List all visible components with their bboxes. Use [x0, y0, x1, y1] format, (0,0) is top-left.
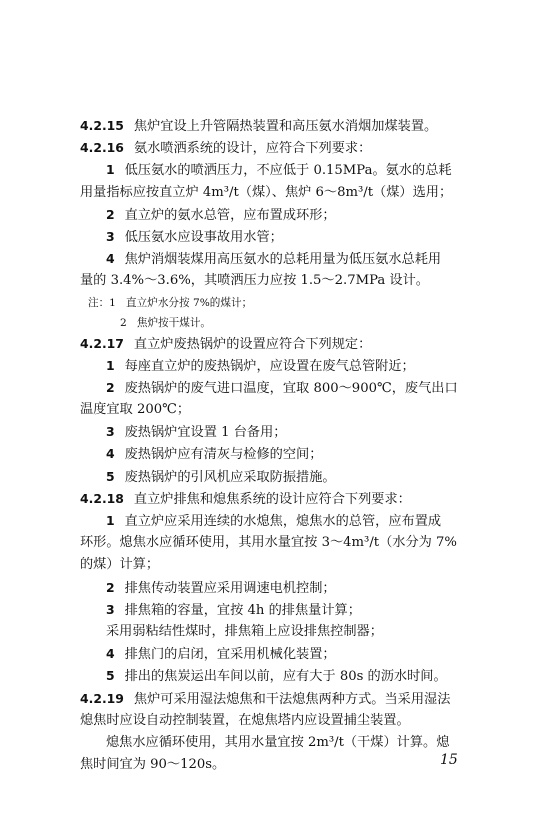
list-item	[80, 248, 482, 270]
note-text: 直立炉水分按 7%的煤计；	[126, 296, 253, 309]
clause-4-2-19	[80, 688, 482, 710]
item-text: 废热锅炉应有清灰与检修的空间；	[124, 447, 323, 463]
document-body	[80, 115, 482, 776]
item-number: 1	[106, 513, 115, 528]
item-number: 5	[106, 468, 115, 484]
paragraph-text: 焦时间宜为 90～120s。	[80, 757, 226, 773]
item-number: 2	[106, 206, 115, 222]
list-item	[80, 577, 482, 599]
item-text: 环形。熄焦水应循环使用，其用水量宜按 3～4m³/t（水分为 7%	[80, 535, 457, 551]
paragraph-continuation	[80, 710, 482, 732]
item-number: 1	[106, 162, 115, 178]
list-item	[80, 204, 482, 226]
note	[80, 293, 482, 313]
item-text: 排焦传动装置应采用调速电机控制；	[124, 580, 336, 596]
note-text: 焦炉按干煤计。	[136, 316, 212, 329]
note-number: 2	[120, 316, 127, 329]
list-item	[80, 159, 482, 181]
clause-number: 4.2.15	[80, 118, 124, 133]
page-number: 15	[440, 752, 458, 768]
list-item-continuation	[80, 532, 482, 554]
item-number: 1	[106, 357, 115, 373]
item-text: 低压氨水应设事故用水管；	[124, 229, 283, 245]
item-number: 3	[106, 228, 115, 244]
item-text: 废热锅炉的废气进口温度，宜取 800～900℃，废气出口	[124, 380, 458, 396]
item-text: 用量指标应按直立炉 4m³/t（煤）、焦炉 6～8m³/t（煤）选用；	[80, 184, 453, 200]
item-text: 采用弱粘结性煤时，排焦箱上应设排焦控制器；	[106, 623, 383, 639]
item-text: 排出的焦炭运出车间以前，应有大于 80s 的沥水时间。	[124, 669, 447, 685]
item-text: 每座直立炉的废热锅炉，应设置在废气总管附近；	[124, 358, 415, 374]
item-number: 3	[106, 424, 115, 440]
clause-number: 4.2.19	[80, 690, 124, 706]
item-text: 直立炉应采用连续的水熄焦，熄焦水的总管，应布置成	[124, 514, 442, 529]
list-item-continuation	[80, 270, 482, 292]
item-number: 4	[106, 446, 115, 462]
paragraph-text: 熄焦时应设自动控制装置，在熄焦塔内应设置捕尘装置。	[80, 712, 410, 728]
item-text: 的煤）计算；	[80, 557, 160, 573]
item-text: 直立炉的氨水总管，应布置成环形；	[124, 207, 336, 223]
list-item	[80, 643, 482, 665]
clause-number: 4.2.18	[80, 490, 124, 506]
item-text: 温度宜取 200℃；	[80, 402, 191, 418]
paragraph	[80, 732, 482, 754]
clause-text: 直立炉排焦和熄焦系统的设计应符合下列要求：	[133, 491, 411, 507]
clause-4-2-15	[80, 115, 482, 137]
list-item	[80, 443, 482, 465]
item-text: 焦炉消烟装煤用高压氨水的总耗用量为低压氨水总耗用	[124, 252, 442, 268]
item-number: 2	[106, 379, 115, 395]
item-number: 4	[106, 646, 115, 662]
list-item	[80, 510, 482, 532]
item-text: 排焦箱的容量，宜按 4h 的排焦量计算；	[124, 602, 361, 618]
item-number: 2	[106, 579, 115, 595]
clause-4-2-18	[80, 488, 482, 510]
clause-number: 4.2.16	[80, 140, 124, 156]
list-item-continuation	[80, 399, 482, 421]
item-number: 3	[106, 601, 115, 617]
item-text: 排焦门的启闭，宜采用机械化装置；	[124, 647, 336, 663]
list-item-extra	[80, 621, 482, 643]
list-item	[80, 665, 482, 687]
clause-text: 焦炉宜设上升管隔热装置和高压氨水消烟加煤装置。	[133, 119, 438, 134]
item-number: 5	[106, 668, 115, 684]
list-item	[80, 355, 482, 377]
list-item	[80, 466, 482, 488]
clause-4-2-16	[80, 137, 482, 159]
list-item	[80, 421, 482, 443]
clause-4-2-17	[80, 333, 482, 355]
item-text: 废热锅炉宜设置 1 台备用；	[124, 425, 287, 441]
list-item	[80, 226, 482, 248]
item-text: 废热锅炉的引风机应采取防振措施。	[124, 469, 336, 485]
clause-number: 4.2.17	[80, 335, 124, 351]
item-text: 量的 3.4%～3.6%，其喷洒压力应按 1.5～2.7MPa 设计。	[80, 273, 429, 289]
list-item-continuation	[80, 554, 482, 576]
item-text: 低压氨水的喷洒压力，不应低于 0.15MPa。氨水的总耗	[124, 163, 452, 179]
clause-text: 焦炉可采用湿法熄焦和干法熄焦两种方式。当采用湿法	[133, 691, 451, 707]
list-item	[80, 377, 482, 399]
item-number: 4	[106, 251, 115, 267]
note-label: 注：1	[88, 296, 116, 309]
clause-text: 氨水喷洒系统的设计，应符合下列要求：	[133, 141, 372, 157]
note	[80, 313, 482, 333]
list-item	[80, 599, 482, 621]
list-item-continuation	[80, 182, 482, 204]
paragraph-continuation	[80, 754, 482, 776]
paragraph-text: 熄焦水应循环使用，其用水量宜按 2m³/t（干煤）计算。熄	[106, 734, 450, 750]
clause-text: 直立炉废热锅炉的设置应符合下列规定：	[133, 336, 372, 352]
